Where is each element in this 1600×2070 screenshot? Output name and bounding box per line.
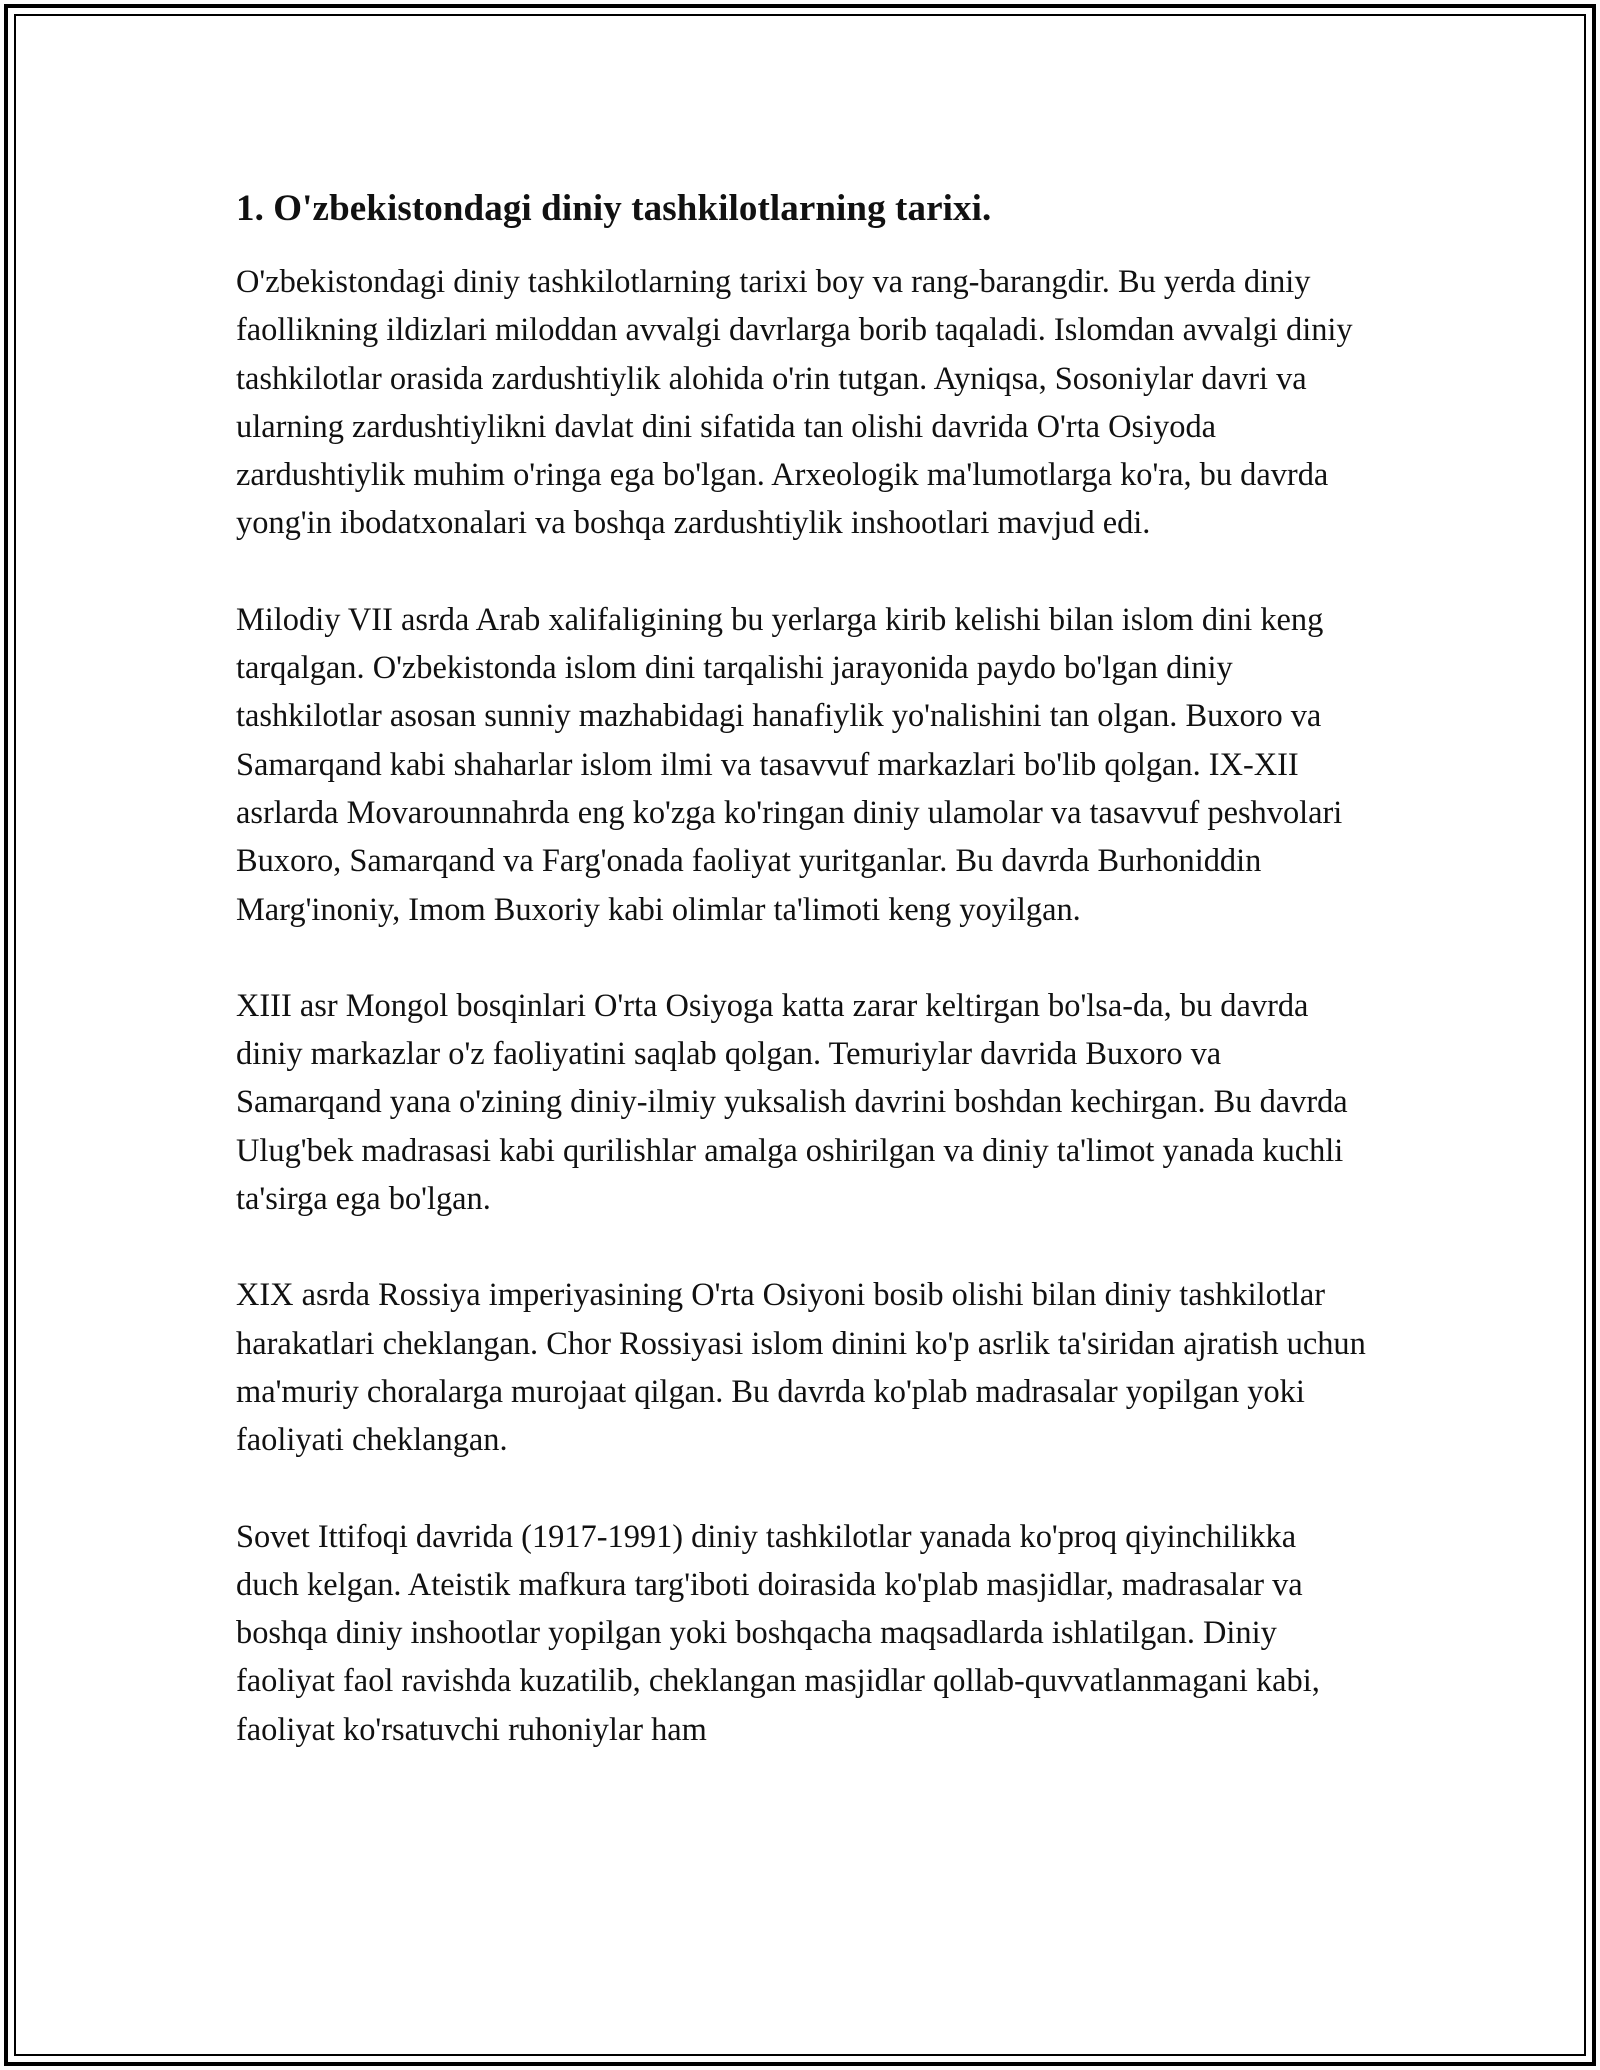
paragraph-4: XIX asrda Rossiya imperiyasining O'rta Osiyoni bosib olishi bilan diniy tashkilotlar harakatlari cheklangan. Chor Rossiyasi islom dinini ko'p asrlik ta'siridan ajratish uchun ma'muriy choralarga murojaat qilgan. Bu davrda ko'plab madrasalar yopilgan yoki faoliyati cheklangan. [236, 1277, 1366, 1459]
paragraph-3: XIII asr Mongol bosqinlari O'rta Osiyoga katta zarar keltirgan bo'lsa-da, bu davrda diniy markazlar o'z faoliyatini saqlab qolgan. Temuriylar davrida Buxoro va Samarqand yana o'zining diniy-ilmiy yuksalish davrini boshdan kechirgan. Bu davrda Ulug'bek madrasasi kabi qurilishlar amalga oshirilgan va diniy ta'limot yanada kuchli ta'sirga ega bo'lgan. [236, 987, 1348, 1218]
paragraph-2: Milodiy VII asrda Arab xalifaligining bu yerlarga kirib kelishi bilan islom dini keng tarqalgan. O'zbekistonda islom dini tarqalishi jarayonida paydo bo'lgan diniy tashkilotlar asosan sunniy mazhabidagi hanafiylik yo'nalishini tan olgan. Buxoro va Samarqand kabi shaharlar islom ilmi va tasavvuf markazlari bo'lib qolgan. IX-XII asrlarda Movarounnahrda eng ko'zga ko'ringan diniy ulamolar va tasavvuf peshvolari Buxoro, Samarqand va Farg'onada faoliyat yuritganlar. Bu davrda Burhoniddin Marg'inoniy, Imom Buxoriy kabi olimlar ta'limoti keng yoyilgan. [236, 601, 1343, 928]
paragraph-5: Sovet Ittifoqi davrida (1917-1991) diniy tashkilotlar yanada ko'proq qiyinchilikka duch kelgan. Ateistik mafkura targ'iboti doirasida ko'plab masjidlar, madrasalar va boshqa diniy inshootlar yopilgan yoki boshqacha maqsadlarda ishlatilgan. Diniy faoliyat faol ravishda kuzatilib, cheklangan masjidlar qollab-quvvatlanmagani kabi, faoliyat ko'rsatuvchi ruhoniylar ham [236, 1518, 1320, 1748]
section-title: 1. O'zbekistondagi diniy tashkilotlarning tarixi. [236, 188, 992, 229]
paragraph-1: O'zbekistondagi diniy tashkilotlarning tarixi boy va rang-barangdir. Bu yerda diniy faollikning ildizlari miloddan avvalgi davrlarga borib taqaladi. Islomdan avvalgi diniy tashkilotlar orasida zardushtiylik alohida o'rin tutgan. Ayniqsa, Sosoniylar davri va ularning zardushtiylikni davlat dini sifatida tan olishi davrida O'rta Osiyoda zardushtiylik muhim o'ringa ega bo'lgan. Arxeologik ma'lumotlarga ko'ra, bu davrda yong'in ibodatxonalari va boshqa zardushtiylik inshootlari mavjud edi. [236, 264, 1353, 542]
document-body [236, 186, 1366, 1802]
